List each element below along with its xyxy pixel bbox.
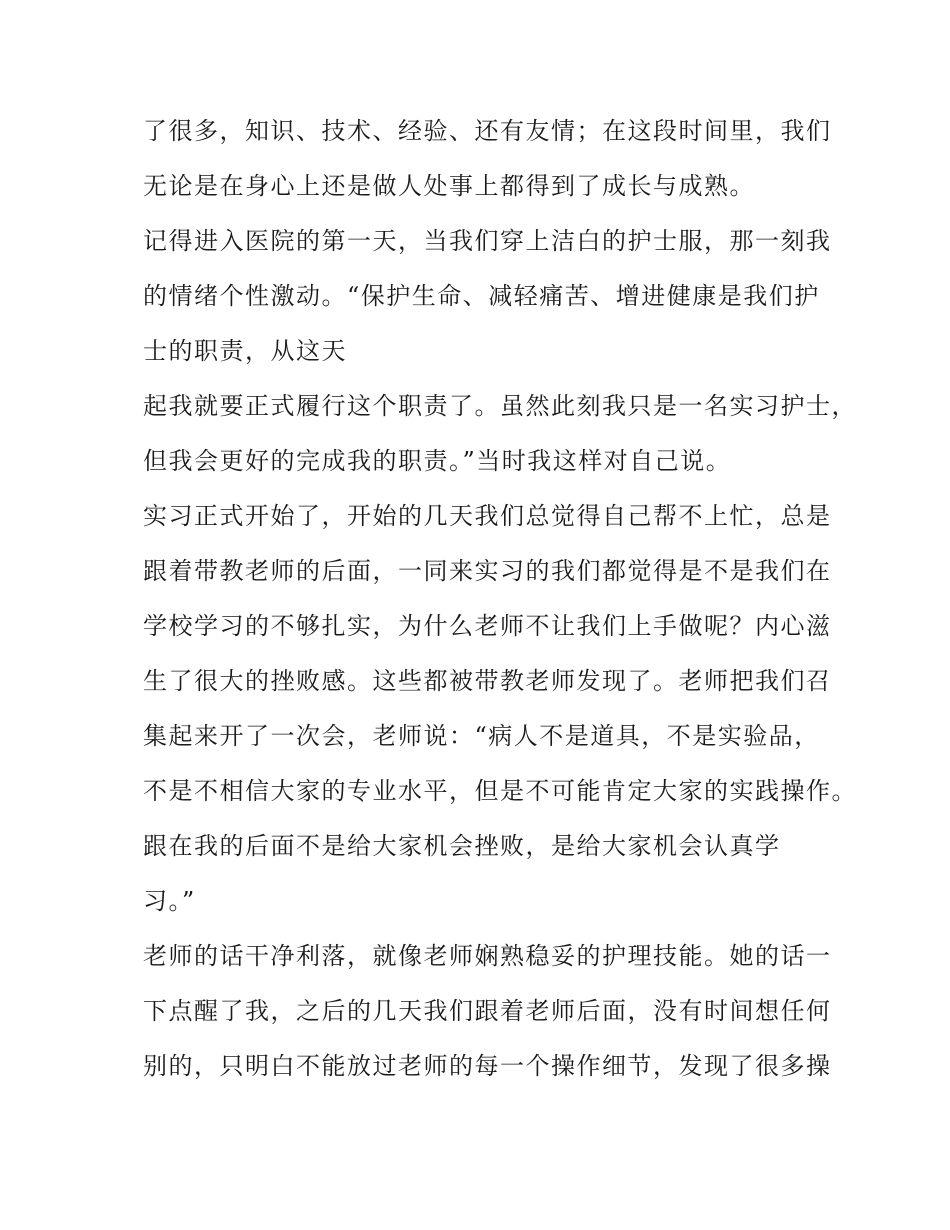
text-line: 跟在我的后面不是给大家机会挫败，是给大家机会认真学 xyxy=(143,832,781,860)
text-line: 起我就要正式履行这个职责了。虽然此刻我只是一名实习护士， xyxy=(143,392,857,420)
text-line: 老师的话干净利落，就像老师娴熟稳妥的护理技能。她的话一 xyxy=(143,942,832,970)
text-line: 习。” xyxy=(143,887,196,915)
text-line: 无论是在身心上还是做人处事上都得到了成长与成熟。 xyxy=(143,172,755,200)
text-line: 实习正式开始了，开始的几天我们总觉得自己帮不上忙，总是 xyxy=(143,502,832,530)
text-line: 别的，只明白不能放过老师的每一个操作细节，发现了很多操 xyxy=(143,1052,832,1080)
text-line: 生了很大的挫败感。这些都被带教老师发现了。老师把我们召 xyxy=(143,667,832,695)
text-line: 学校学习的不够扎实，为什么老师不让我们上手做呢？内心滋 xyxy=(143,612,832,640)
text-line: 不是不相信大家的专业水平，但是不可能肯定大家的实践操作。 xyxy=(143,777,857,805)
text-line: 记得进入医院的第一天，当我们穿上洁白的护士服，那一刻我 xyxy=(143,227,832,255)
text-line: 集起来开了一次会，老师说：“病人不是道具，不是实验品， xyxy=(143,722,820,750)
text-line: 但我会更好的完成我的职责。”当时我这样对自己说。 xyxy=(143,447,732,475)
body-text xyxy=(143,104,857,1094)
text-line: 下点醒了我，之后的几天我们跟着老师后面，没有时间想任何 xyxy=(143,997,832,1025)
text-line: 了很多，知识、技术、经验、还有友情；在这段时间里，我们 xyxy=(143,117,832,145)
text-line: 士的职责，从这天 xyxy=(143,337,347,365)
text-line: 的情绪个性激动。“保护生命、减轻痛苦、增进健康是我们护 xyxy=(143,282,820,310)
text-line: 跟着带教老师的后面，一同来实习的我们都觉得是不是我们在 xyxy=(143,557,832,585)
